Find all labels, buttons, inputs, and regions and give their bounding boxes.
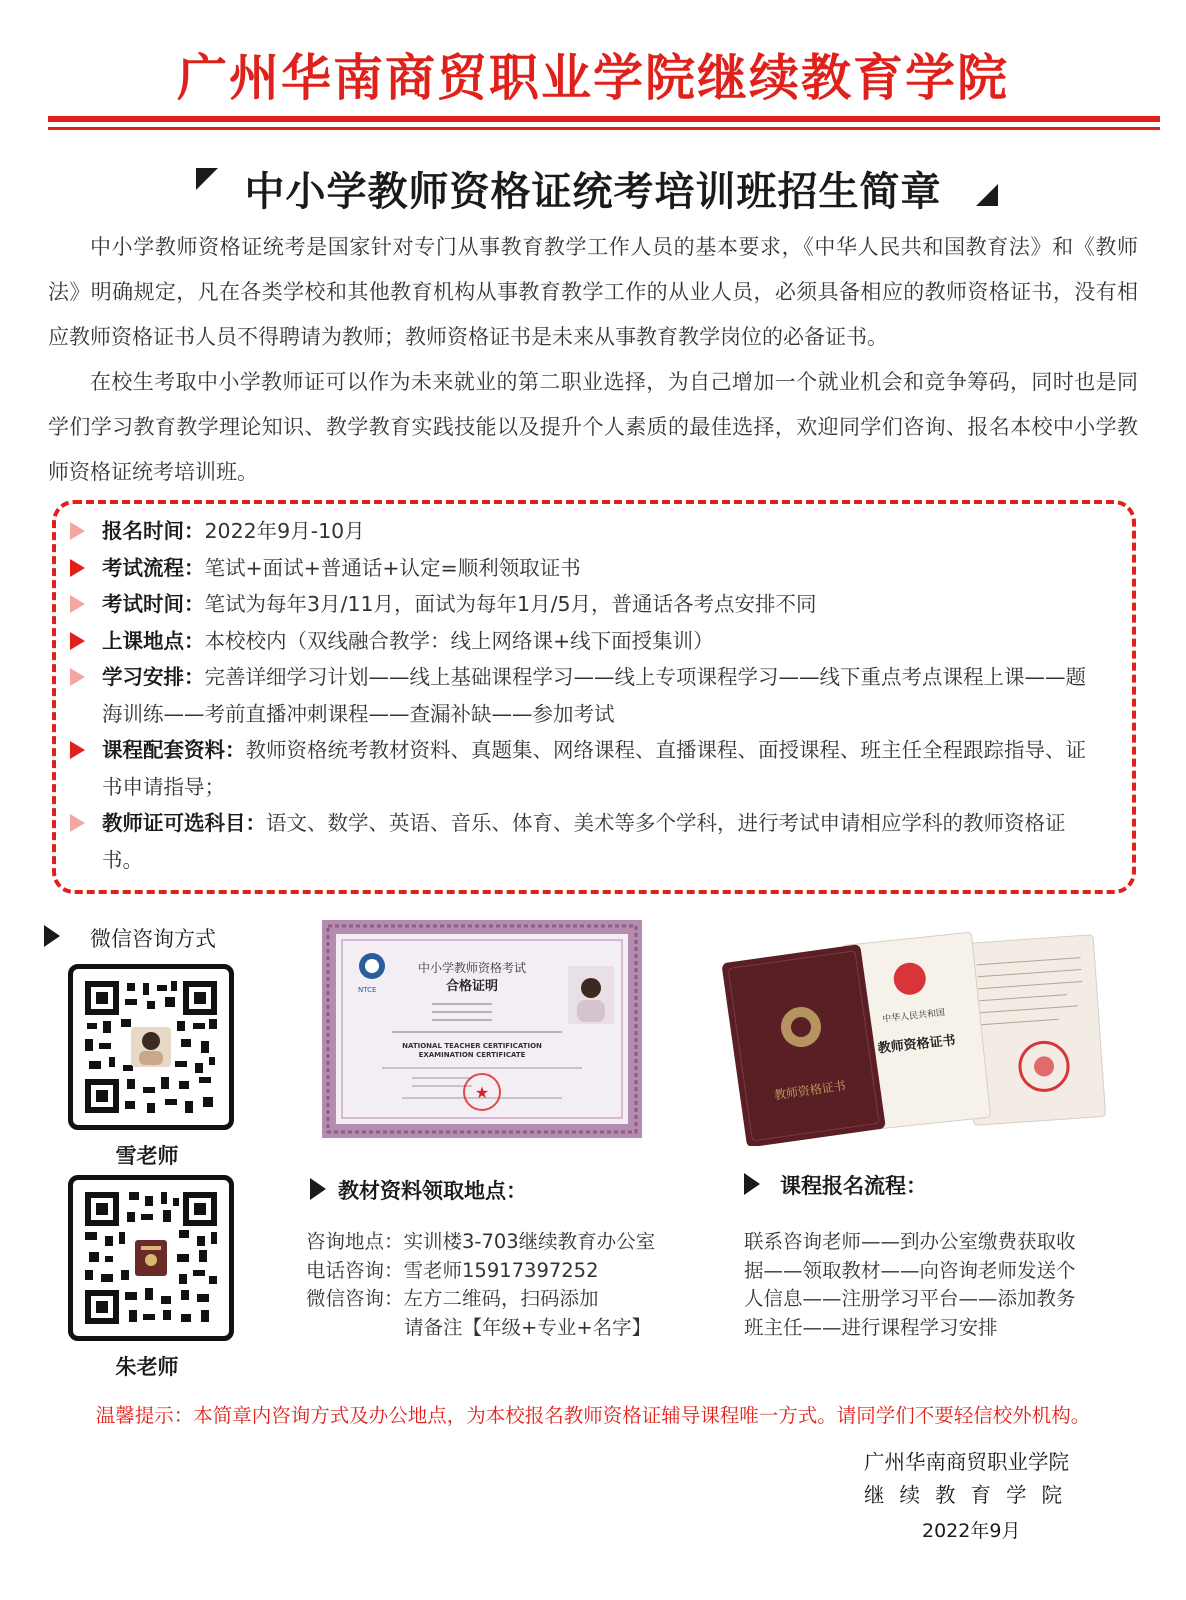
info-text: 本校校内（双线融合教学：线上网络课+线下面授集训） xyxy=(204,628,714,653)
book-title-inner: 教师资格证书 xyxy=(877,1033,957,1057)
triangle-bullet-icon xyxy=(70,559,85,577)
info-text: 完善详细学习计划——线上基础课程学习——线上专项课程学习——线下重点考点课程上课——题海训练——考前直播冲刺课程——查漏补缺——参加考试 xyxy=(102,665,1086,726)
info-text: 语文、数学、英语、音乐、体育、美术等多个学科，进行考试申请相应学科的教师资格证书。 xyxy=(102,811,1066,872)
triangle-bullet-icon xyxy=(70,668,85,686)
header-divider-thick xyxy=(48,116,1160,122)
info-item-exam-time xyxy=(66,586,1096,623)
school-title: 广州华南商贸职业学院继续教育学院 xyxy=(177,49,1009,107)
pickup-note: 请备注【年级+专业+名字】 xyxy=(404,1315,652,1339)
intro-paragraph-2: 在校生考取中小学教师证可以作为未来就业的第二职业选择，为自己增加一个就业机会和竞争筹码，同时也是同学们学习教育教学理论知识、教学教育实践技能以及提升个人素质的最佳选择，欢迎同学们咨询、报名本校中小学教师资格证统考培训班。 xyxy=(48,370,1138,484)
triangle-bullet-icon xyxy=(70,741,85,759)
book-title-cover: 教师资格证书 xyxy=(773,1078,847,1103)
info-list xyxy=(66,513,1096,878)
book-issuer-text: 中华人民共和国 xyxy=(881,1008,946,1025)
info-text: 笔试为每年3月/11月，面试为每年1月/5月，普通话各考点安排不同 xyxy=(204,592,817,616)
red-star-seal-icon: ★ xyxy=(474,1083,490,1102)
signature-org: 广州华南商贸职业学院 xyxy=(864,1450,1069,1474)
pickup-info xyxy=(306,1228,655,1342)
process-heading: 课程报名流程： xyxy=(780,1174,927,1198)
play-triangle-icon xyxy=(44,925,60,947)
info-label: 报名时间： xyxy=(102,519,205,543)
info-label: 上课地点： xyxy=(102,628,205,653)
qr-code-teacher-zhu[interactable] xyxy=(68,1175,234,1341)
title-corner-right-icon xyxy=(976,184,998,206)
document-title: 中小学教师资格证统考培训班招生简章 xyxy=(244,169,942,215)
pickup-wechat: 微信咨询：左方二维码，扫码添加 xyxy=(306,1287,599,1310)
qr-code-teacher-xue[interactable] xyxy=(68,964,234,1130)
intro-paragraph-1: 中小学教师资格证统考是国家针对专门从事教育教学工作人员的基本要求，《中华人民共和国教育法》和《教师法》明确规定，凡在各类学校和其他教育机构从事教育教学工作的从业人员，必须具备相应的教师资格证书，没有相应教师资格证书人员不得聘请为教师；教师资格证书是未来从事教育教学岗位的必备证书。 xyxy=(48,235,1138,349)
qr-code-icon xyxy=(81,977,221,1117)
info-item-study-plan xyxy=(66,659,1096,732)
play-triangle-icon xyxy=(310,1178,326,1200)
info-label: 考试时间： xyxy=(102,592,205,616)
intro-section xyxy=(48,225,1138,495)
warm-tip: 温馨提示：本简章内咨询方式及办公地点，为本校报名教师资格证辅导课程唯一方式。请同学们不要轻信校外机构。 xyxy=(95,1404,1091,1427)
cert-cn-subtitle: 合格证明 xyxy=(445,979,499,994)
info-text: 教师资格统考教材资料、真题集、网络课程、直播课程、面授课程、班主任全程跟踪指导、证书申请指导； xyxy=(102,738,1086,799)
ntce-logo-text: NTCE xyxy=(358,986,377,994)
teacher-zhu-caption: 朱老师 xyxy=(115,1355,179,1379)
signature-date: 2022年9月 xyxy=(922,1520,1021,1542)
process-steps: 联系咨询老师——到办公室缴费获取收据——领取教材——向咨询老师发送个人信息——注册学习平台——添加教务班主任——进行课程学习安排 xyxy=(744,1230,1076,1339)
info-text: 2022年9月-10月 xyxy=(204,519,365,543)
header-divider-thin xyxy=(48,127,1160,130)
info-item-course-materials xyxy=(66,732,1096,805)
info-item-subjects xyxy=(66,805,1096,878)
info-text: 笔试+面试+普通话+认定=顺利领取证书 xyxy=(204,555,581,580)
info-label: 考试流程： xyxy=(102,555,205,580)
certificate-graphic xyxy=(322,920,642,1138)
play-triangle-icon xyxy=(744,1173,760,1195)
cert-en-title: NATIONAL TEACHER CERTIFICATION xyxy=(402,1042,542,1050)
pickup-location: 咨询地点：实训楼3-703继续教育办公室 xyxy=(306,1230,656,1253)
qr-code-icon xyxy=(81,1188,221,1328)
triangle-bullet-icon xyxy=(70,595,85,613)
triangle-bullet-icon xyxy=(70,814,85,832)
teacher-certificate-books-image xyxy=(720,918,1110,1146)
info-item-exam-process xyxy=(66,550,1096,587)
triangle-bullet-icon xyxy=(70,522,85,540)
cert-en-subtitle: EXAMINATION CERTIFICATE xyxy=(418,1051,526,1059)
teacher-xue-caption: 雪老师 xyxy=(115,1144,179,1168)
signature-dept: 继续教育学院 xyxy=(864,1483,1077,1507)
info-item-class-location xyxy=(66,623,1096,660)
certificate-books-graphic xyxy=(720,918,1110,1146)
wechat-heading: 微信咨询方式 xyxy=(90,927,216,951)
cert-cn-title: 中小学教师资格考试 xyxy=(417,961,527,975)
info-label: 学习安排： xyxy=(102,665,205,689)
info-label: 教师证可选科目： xyxy=(102,811,266,835)
pickup-phone: 电话咨询：雪老师15917397252 xyxy=(306,1258,599,1282)
info-label: 课程配套资料： xyxy=(102,738,246,762)
info-item-registration-time xyxy=(66,513,1096,550)
exam-certificate-image xyxy=(322,920,642,1138)
pickup-heading: 教材资料领取地点： xyxy=(338,1179,527,1203)
triangle-bullet-icon xyxy=(70,632,85,650)
